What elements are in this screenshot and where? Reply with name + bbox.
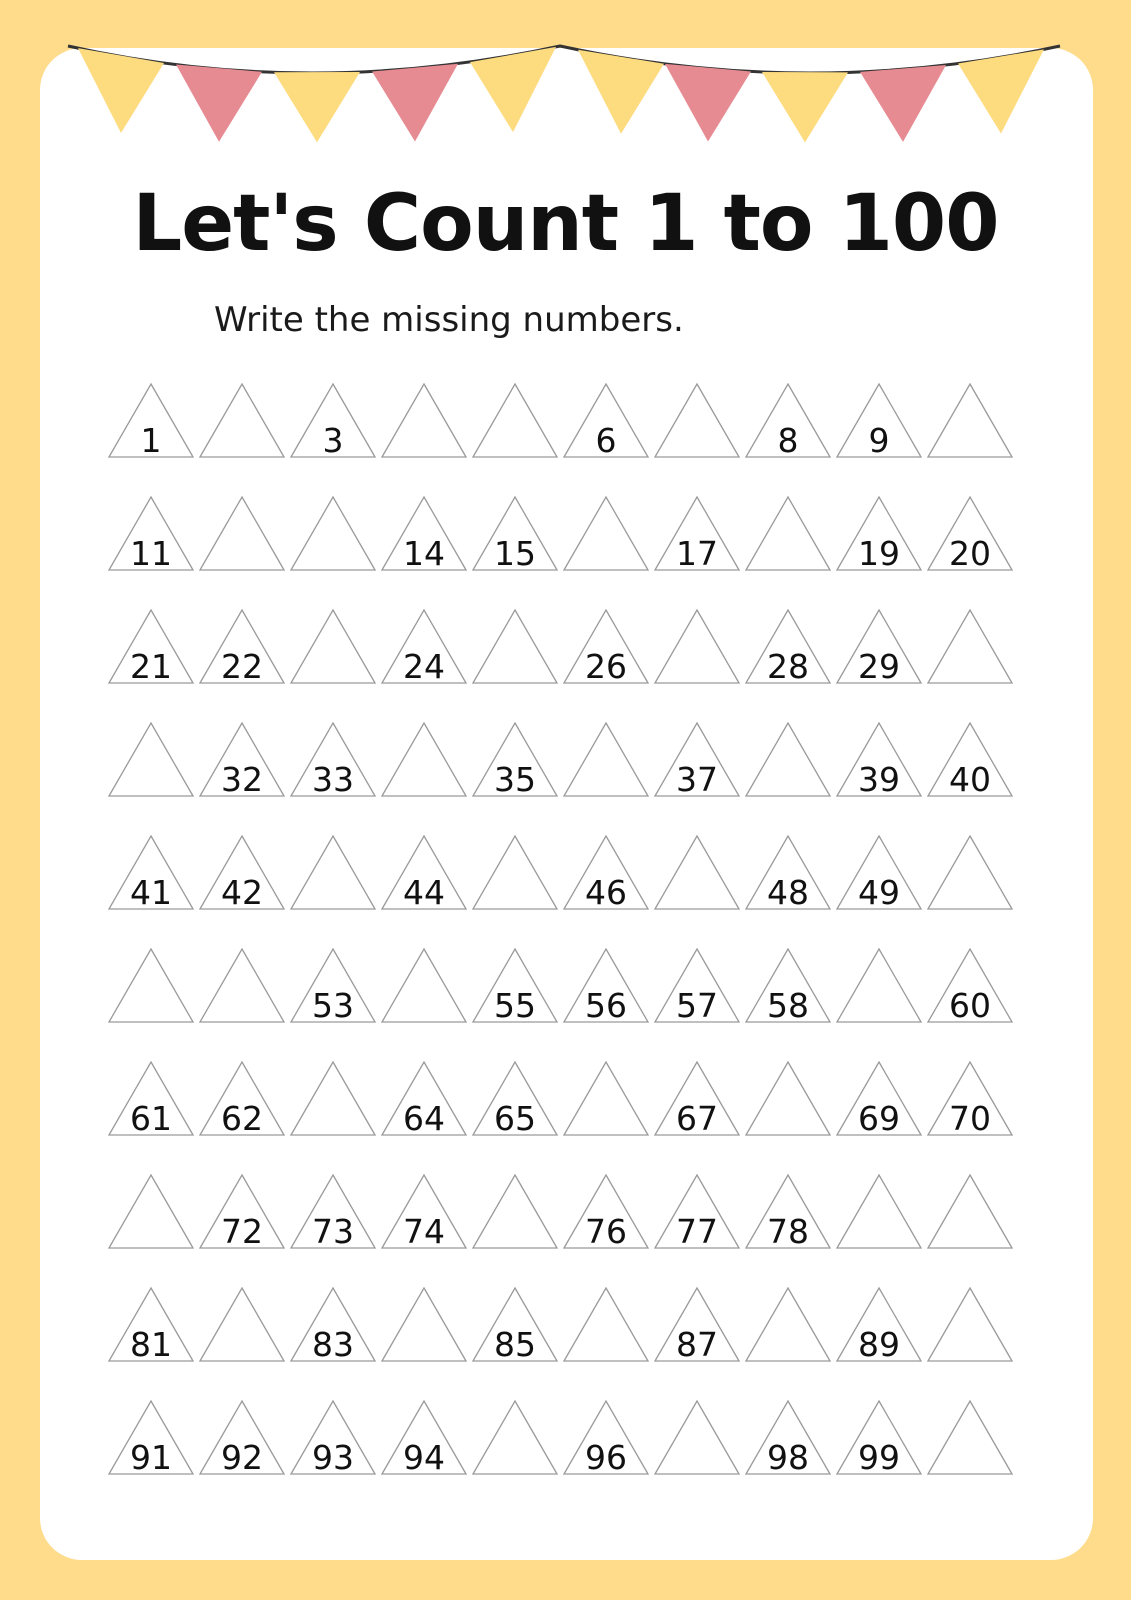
cell-number: 69 [858,1099,900,1138]
triangle-shape [199,496,285,572]
triangle-shape [472,1174,558,1250]
number-cell [745,383,831,459]
triangle-shape [563,722,649,798]
number-cell [836,835,922,911]
cell-number: 74 [403,1212,445,1251]
number-cell [199,1400,285,1476]
cell-number: 53 [312,986,354,1025]
triangle-shape [472,1400,558,1476]
cell-number: 19 [858,534,900,573]
blank-cell[interactable] [199,948,285,1024]
triangle-shape [381,722,467,798]
number-cell [381,1061,467,1137]
number-cell [836,496,922,572]
triangle-shape [745,722,831,798]
number-grid [108,383,1028,1493]
triangle-shape [199,383,285,459]
triangle-shape [199,948,285,1024]
cell-number: 48 [767,873,809,912]
triangle-shape [381,1287,467,1363]
cell-number: 3 [322,421,344,460]
triangle-shape [290,496,376,572]
number-cell [290,948,376,1024]
cell-number: 14 [403,534,445,573]
bunting-flag-pink [176,65,262,142]
triangle-shape [108,948,194,1024]
cell-number: 17 [676,534,718,573]
page-title: Let's Count 1 to 100 [132,179,999,269]
cell-number: 91 [130,1438,172,1477]
cell-number: 62 [221,1099,263,1138]
triangle-shape [472,383,558,459]
number-cell [927,722,1013,798]
instruction-text: Write the missing numbers. [214,300,684,340]
number-cell [472,1061,558,1137]
triangle-shape [563,496,649,572]
number-cell [745,948,831,1024]
cell-number: 22 [221,647,263,686]
triangle-shape [290,609,376,685]
cell-number: 1 [140,421,162,460]
bunting-flag-pink [372,64,458,142]
cell-number: 60 [949,986,991,1025]
cell-number: 89 [858,1325,900,1364]
number-cell [836,1400,922,1476]
cell-number: 98 [767,1438,809,1477]
triangle-shape [654,609,740,685]
blank-cell[interactable] [745,1287,831,1363]
blank-cell[interactable] [836,948,922,1024]
number-cell [927,496,1013,572]
blank-cell[interactable] [108,722,194,798]
blank-cell[interactable] [199,1287,285,1363]
blank-cell[interactable] [563,722,649,798]
cell-number: 83 [312,1325,354,1364]
triangle-shape [654,383,740,459]
cell-number: 85 [494,1325,536,1364]
triangle-shape [381,383,467,459]
cell-number: 33 [312,760,354,799]
blank-cell[interactable] [381,948,467,1024]
blank-cell[interactable] [927,609,1013,685]
number-cell [836,1061,922,1137]
cell-number: 57 [676,986,718,1025]
blank-cell[interactable] [927,383,1013,459]
number-cell [836,383,922,459]
number-cell [108,835,194,911]
triangle-shape [927,1287,1013,1363]
triangle-shape [836,1174,922,1250]
triangle-shape [654,1400,740,1476]
number-cell [563,1174,649,1250]
number-cell [836,722,922,798]
blank-cell[interactable] [381,383,467,459]
blank-cell[interactable] [927,1287,1013,1363]
number-cell [563,383,649,459]
blank-cell[interactable] [290,609,376,685]
blank-cell[interactable] [108,948,194,1024]
blank-cell[interactable] [199,383,285,459]
number-cell [108,496,194,572]
number-cell [654,496,740,572]
number-cell [745,835,831,911]
triangle-shape [745,1061,831,1137]
number-cell [654,1287,740,1363]
number-cell [472,1287,558,1363]
triangle-shape [108,722,194,798]
number-cell [836,1287,922,1363]
cell-number: 67 [676,1099,718,1138]
bunting-flag-pink [665,64,751,142]
cell-number: 72 [221,1212,263,1251]
cell-number: 56 [585,986,627,1025]
blank-cell[interactable] [836,1174,922,1250]
cell-number: 37 [676,760,718,799]
triangle-shape [927,1400,1013,1476]
bunting-flag-yellow [958,49,1044,133]
number-cell [927,1061,1013,1137]
number-cell [836,609,922,685]
number-cell [654,1174,740,1250]
cell-number: 35 [494,760,536,799]
triangle-shape [745,496,831,572]
cell-number: 92 [221,1438,263,1477]
triangle-shape [199,1287,285,1363]
cell-number: 78 [767,1212,809,1251]
cell-number: 64 [403,1099,445,1138]
number-cell [745,1174,831,1250]
blank-cell[interactable] [381,1287,467,1363]
number-cell [563,609,649,685]
blank-cell[interactable] [381,722,467,798]
blank-cell[interactable] [654,1400,740,1476]
blank-cell[interactable] [199,496,285,572]
blank-cell[interactable] [472,1174,558,1250]
blank-cell[interactable] [927,1400,1013,1476]
cell-number: 87 [676,1325,718,1364]
number-cell [290,1174,376,1250]
blank-cell[interactable] [472,1400,558,1476]
bunting-flag-yellow [578,50,664,134]
cell-number: 93 [312,1438,354,1477]
number-cell [927,948,1013,1024]
blank-cell[interactable] [654,609,740,685]
cell-number: 55 [494,986,536,1025]
bunting-flag-pink [860,65,946,142]
cell-number: 77 [676,1212,718,1251]
cell-number: 20 [949,534,991,573]
cell-number: 44 [403,873,445,912]
number-cell [108,1287,194,1363]
cell-number: 8 [777,421,799,460]
number-cell [745,609,831,685]
cell-number: 58 [767,986,809,1025]
triangle-shape [108,1174,194,1250]
number-cell [654,722,740,798]
blank-cell[interactable] [108,1174,194,1250]
triangle-shape [472,609,558,685]
cell-number: 24 [403,647,445,686]
cell-number: 76 [585,1212,627,1251]
number-cell [381,1400,467,1476]
blank-cell[interactable] [745,496,831,572]
cell-number: 39 [858,760,900,799]
blank-cell[interactable] [563,1287,649,1363]
cell-number: 41 [130,873,172,912]
cell-number: 70 [949,1099,991,1138]
number-cell [563,948,649,1024]
triangle-shape [927,609,1013,685]
number-cell [108,1061,194,1137]
number-cell [654,1061,740,1137]
triangle-shape [927,383,1013,459]
cell-number: 73 [312,1212,354,1251]
cell-number: 6 [595,421,617,460]
number-cell [472,496,558,572]
number-cell [199,722,285,798]
blank-cell[interactable] [745,1061,831,1137]
number-cell [108,609,194,685]
cell-number: 49 [858,873,900,912]
number-cell [381,835,467,911]
cell-number: 81 [130,1325,172,1364]
triangle-shape [654,835,740,911]
blank-cell[interactable] [654,383,740,459]
number-cell [290,383,376,459]
number-cell [290,722,376,798]
number-cell [381,496,467,572]
number-cell [199,1061,285,1137]
number-cell [563,1400,649,1476]
bunting-banner [0,0,1131,170]
triangle-shape [381,948,467,1024]
blank-cell[interactable] [290,1061,376,1137]
triangle-shape [563,1287,649,1363]
blank-cell[interactable] [563,496,649,572]
number-cell [199,835,285,911]
number-cell [563,835,649,911]
triangle-shape [745,1287,831,1363]
blank-cell[interactable] [927,835,1013,911]
cell-number: 11 [130,534,172,573]
cell-number: 99 [858,1438,900,1477]
triangle-shape [472,835,558,911]
number-cell [290,1287,376,1363]
number-cell [108,383,194,459]
blank-cell[interactable] [290,496,376,572]
blank-cell[interactable] [472,835,558,911]
number-cell [472,722,558,798]
triangle-shape [927,835,1013,911]
cell-number: 15 [494,534,536,573]
blank-cell[interactable] [472,383,558,459]
number-cell [290,1400,376,1476]
blank-cell[interactable] [290,835,376,911]
number-cell [745,1400,831,1476]
number-cell [654,948,740,1024]
triangle-shape [290,1061,376,1137]
number-cell [381,1174,467,1250]
cell-number: 26 [585,647,627,686]
cell-number: 9 [868,421,890,460]
cell-number: 40 [949,760,991,799]
number-cell [199,609,285,685]
blank-cell[interactable] [745,722,831,798]
cell-number: 94 [403,1438,445,1477]
number-cell [108,1400,194,1476]
triangle-shape [927,1174,1013,1250]
blank-cell[interactable] [927,1174,1013,1250]
bunting-flag-yellow [762,72,848,142]
cell-number: 21 [130,647,172,686]
number-cell [199,1174,285,1250]
triangle-shape [836,948,922,1024]
cell-number: 32 [221,760,263,799]
cell-number: 29 [858,647,900,686]
cell-number: 61 [130,1099,172,1138]
blank-cell[interactable] [472,609,558,685]
cell-number: 65 [494,1099,536,1138]
blank-cell[interactable] [563,1061,649,1137]
number-cell [381,609,467,685]
cell-number: 42 [221,873,263,912]
cell-number: 28 [767,647,809,686]
bunting-flag-yellow [274,72,360,142]
number-cell [472,948,558,1024]
triangle-shape [290,835,376,911]
cell-number: 96 [585,1438,627,1477]
bunting-flag-yellow [78,48,164,133]
cell-number: 46 [585,873,627,912]
blank-cell[interactable] [654,835,740,911]
triangle-shape [563,1061,649,1137]
